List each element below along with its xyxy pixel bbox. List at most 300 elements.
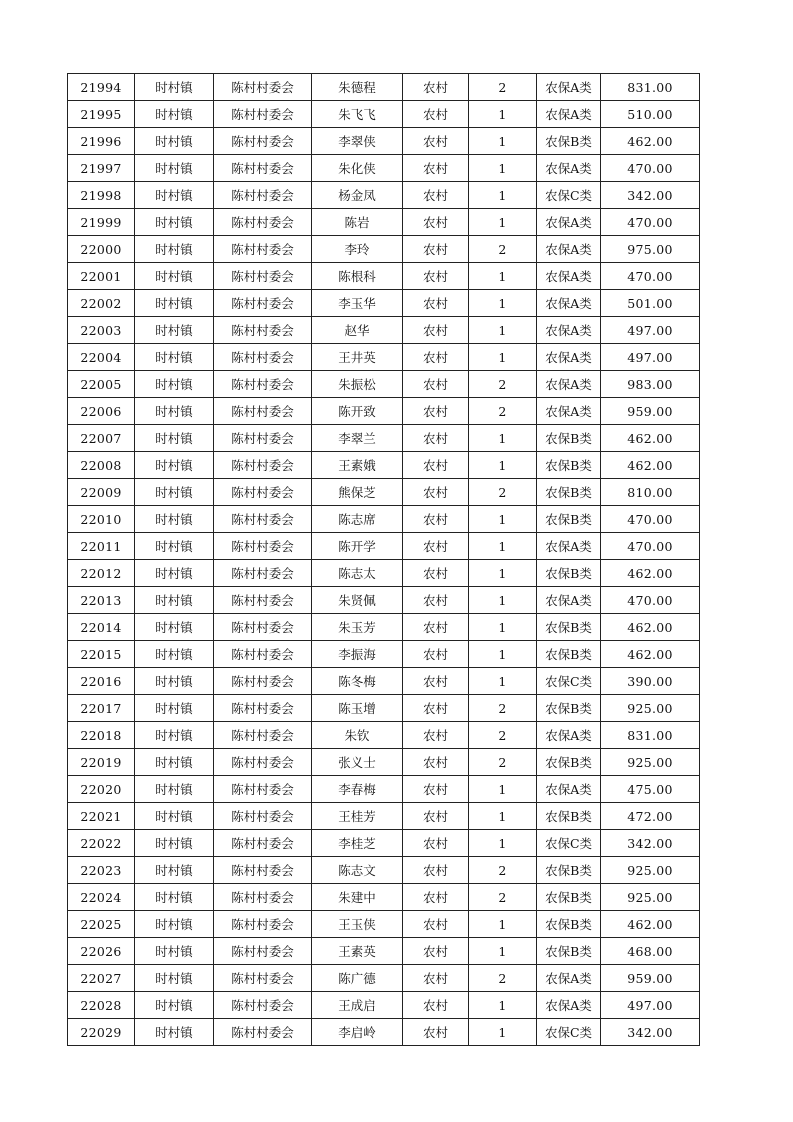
amount-cell: 470.00 <box>601 209 700 236</box>
village-committee-cell: 陈村村委会 <box>214 425 312 452</box>
town-cell: 时村镇 <box>135 857 214 884</box>
insurance-class-cell: 农保B类 <box>537 911 601 938</box>
table-row <box>68 209 700 236</box>
name-cell: 陈志席 <box>312 506 403 533</box>
household-count-cell: 2 <box>469 371 537 398</box>
residence-type-cell: 农村 <box>403 425 469 452</box>
amount-cell: 342.00 <box>601 1019 700 1046</box>
household-count-cell: 1 <box>469 425 537 452</box>
village-committee-cell: 陈村村委会 <box>214 992 312 1019</box>
amount-cell: 462.00 <box>601 911 700 938</box>
village-committee-cell: 陈村村委会 <box>214 452 312 479</box>
town-cell: 时村镇 <box>135 398 214 425</box>
residence-type-cell: 农村 <box>403 344 469 371</box>
village-committee-cell: 陈村村委会 <box>214 506 312 533</box>
insurance-class-cell: 农保A类 <box>537 965 601 992</box>
village-committee-cell: 陈村村委会 <box>214 641 312 668</box>
record-id-cell: 22018 <box>68 722 135 749</box>
name-cell: 陈开学 <box>312 533 403 560</box>
insurance-class-cell: 农保B类 <box>537 749 601 776</box>
record-id-cell: 22027 <box>68 965 135 992</box>
record-id-cell: 22019 <box>68 749 135 776</box>
household-count-cell: 1 <box>469 587 537 614</box>
town-cell: 时村镇 <box>135 209 214 236</box>
town-cell: 时村镇 <box>135 695 214 722</box>
residence-type-cell: 农村 <box>403 992 469 1019</box>
insurance-class-cell: 农保C类 <box>537 668 601 695</box>
record-id-cell: 22003 <box>68 317 135 344</box>
household-count-cell: 2 <box>469 884 537 911</box>
town-cell: 时村镇 <box>135 533 214 560</box>
record-id-cell: 21994 <box>68 74 135 101</box>
amount-cell: 983.00 <box>601 371 700 398</box>
village-committee-cell: 陈村村委会 <box>214 857 312 884</box>
table-row <box>68 101 700 128</box>
residence-type-cell: 农村 <box>403 830 469 857</box>
table-row <box>68 452 700 479</box>
residence-type-cell: 农村 <box>403 398 469 425</box>
insurance-class-cell: 农保B类 <box>537 641 601 668</box>
record-id-cell: 22022 <box>68 830 135 857</box>
table-row <box>68 722 700 749</box>
household-count-cell: 1 <box>469 776 537 803</box>
name-cell: 李玲 <box>312 236 403 263</box>
household-count-cell: 1 <box>469 938 537 965</box>
name-cell: 杨金凤 <box>312 182 403 209</box>
amount-cell: 497.00 <box>601 992 700 1019</box>
town-cell: 时村镇 <box>135 317 214 344</box>
residence-type-cell: 农村 <box>403 614 469 641</box>
town-cell: 时村镇 <box>135 344 214 371</box>
table-row <box>68 695 700 722</box>
name-cell: 朱贤佩 <box>312 587 403 614</box>
residence-type-cell: 农村 <box>403 479 469 506</box>
record-id-cell: 22000 <box>68 236 135 263</box>
town-cell: 时村镇 <box>135 506 214 533</box>
village-committee-cell: 陈村村委会 <box>214 533 312 560</box>
village-committee-cell: 陈村村委会 <box>214 560 312 587</box>
town-cell: 时村镇 <box>135 263 214 290</box>
table-row <box>68 263 700 290</box>
name-cell: 王素娥 <box>312 452 403 479</box>
table-body <box>68 74 700 1046</box>
amount-cell: 342.00 <box>601 182 700 209</box>
residence-type-cell: 农村 <box>403 587 469 614</box>
town-cell: 时村镇 <box>135 722 214 749</box>
record-id-cell: 22011 <box>68 533 135 560</box>
village-committee-cell: 陈村村委会 <box>214 236 312 263</box>
village-committee-cell: 陈村村委会 <box>214 614 312 641</box>
household-count-cell: 1 <box>469 533 537 560</box>
table-row <box>68 776 700 803</box>
village-committee-cell: 陈村村委会 <box>214 722 312 749</box>
name-cell: 王桂芳 <box>312 803 403 830</box>
insurance-class-cell: 农保B类 <box>537 857 601 884</box>
household-count-cell: 1 <box>469 128 537 155</box>
town-cell: 时村镇 <box>135 911 214 938</box>
amount-cell: 462.00 <box>601 560 700 587</box>
name-cell: 王素英 <box>312 938 403 965</box>
amount-cell: 925.00 <box>601 749 700 776</box>
household-count-cell: 2 <box>469 722 537 749</box>
name-cell: 李翠侠 <box>312 128 403 155</box>
name-cell: 陈冬梅 <box>312 668 403 695</box>
residence-type-cell: 农村 <box>403 128 469 155</box>
name-cell: 朱钦 <box>312 722 403 749</box>
table-row <box>68 830 700 857</box>
insurance-class-cell: 农保A类 <box>537 533 601 560</box>
amount-cell: 470.00 <box>601 155 700 182</box>
amount-cell: 462.00 <box>601 452 700 479</box>
insurance-class-cell: 农保C类 <box>537 1019 601 1046</box>
household-count-cell: 1 <box>469 317 537 344</box>
residence-type-cell: 农村 <box>403 884 469 911</box>
record-id-cell: 22015 <box>68 641 135 668</box>
residence-type-cell: 农村 <box>403 641 469 668</box>
insurance-class-cell: 农保B类 <box>537 695 601 722</box>
table-row <box>68 614 700 641</box>
record-id-cell: 22012 <box>68 560 135 587</box>
amount-cell: 470.00 <box>601 587 700 614</box>
household-count-cell: 2 <box>469 398 537 425</box>
table-row <box>68 884 700 911</box>
town-cell: 时村镇 <box>135 101 214 128</box>
amount-cell: 831.00 <box>601 722 700 749</box>
village-committee-cell: 陈村村委会 <box>214 209 312 236</box>
amount-cell: 959.00 <box>601 398 700 425</box>
amount-cell: 470.00 <box>601 506 700 533</box>
insurance-class-cell: 农保B类 <box>537 452 601 479</box>
amount-cell: 810.00 <box>601 479 700 506</box>
record-id-cell: 22024 <box>68 884 135 911</box>
town-cell: 时村镇 <box>135 884 214 911</box>
name-cell: 陈玉增 <box>312 695 403 722</box>
table-row <box>68 344 700 371</box>
town-cell: 时村镇 <box>135 803 214 830</box>
village-committee-cell: 陈村村委会 <box>214 1019 312 1046</box>
name-cell: 陈岩 <box>312 209 403 236</box>
residence-type-cell: 农村 <box>403 911 469 938</box>
village-committee-cell: 陈村村委会 <box>214 965 312 992</box>
village-committee-cell: 陈村村委会 <box>214 668 312 695</box>
town-cell: 时村镇 <box>135 128 214 155</box>
amount-cell: 472.00 <box>601 803 700 830</box>
name-cell: 王井英 <box>312 344 403 371</box>
record-id-cell: 22010 <box>68 506 135 533</box>
town-cell: 时村镇 <box>135 236 214 263</box>
insurance-class-cell: 农保A类 <box>537 587 601 614</box>
amount-cell: 510.00 <box>601 101 700 128</box>
record-id-cell: 21997 <box>68 155 135 182</box>
table-row <box>68 992 700 1019</box>
residence-type-cell: 农村 <box>403 1019 469 1046</box>
town-cell: 时村镇 <box>135 749 214 776</box>
amount-cell: 501.00 <box>601 290 700 317</box>
name-cell: 陈广德 <box>312 965 403 992</box>
village-committee-cell: 陈村村委会 <box>214 749 312 776</box>
village-committee-cell: 陈村村委会 <box>214 182 312 209</box>
insurance-class-cell: 农保A类 <box>537 371 601 398</box>
insurance-class-cell: 农保A类 <box>537 209 601 236</box>
record-id-cell: 22006 <box>68 398 135 425</box>
table-row <box>68 560 700 587</box>
table-row <box>68 236 700 263</box>
household-count-cell: 1 <box>469 911 537 938</box>
name-cell: 王玉侠 <box>312 911 403 938</box>
household-count-cell: 1 <box>469 155 537 182</box>
insurance-class-cell: 农保A类 <box>537 101 601 128</box>
name-cell: 陈志太 <box>312 560 403 587</box>
record-id-cell: 22026 <box>68 938 135 965</box>
insurance-class-cell: 农保A类 <box>537 263 601 290</box>
name-cell: 李玉华 <box>312 290 403 317</box>
town-cell: 时村镇 <box>135 290 214 317</box>
town-cell: 时村镇 <box>135 614 214 641</box>
table-row <box>68 1019 700 1046</box>
town-cell: 时村镇 <box>135 641 214 668</box>
table-row <box>68 533 700 560</box>
name-cell: 朱德程 <box>312 74 403 101</box>
record-id-cell: 22028 <box>68 992 135 1019</box>
amount-cell: 975.00 <box>601 236 700 263</box>
village-committee-cell: 陈村村委会 <box>214 803 312 830</box>
amount-cell: 925.00 <box>601 884 700 911</box>
town-cell: 时村镇 <box>135 479 214 506</box>
household-count-cell: 1 <box>469 803 537 830</box>
record-id-cell: 22014 <box>68 614 135 641</box>
town-cell: 时村镇 <box>135 965 214 992</box>
name-cell: 陈开致 <box>312 398 403 425</box>
village-committee-cell: 陈村村委会 <box>214 155 312 182</box>
village-committee-cell: 陈村村委会 <box>214 830 312 857</box>
residence-type-cell: 农村 <box>403 506 469 533</box>
table-row <box>68 857 700 884</box>
residence-type-cell: 农村 <box>403 155 469 182</box>
town-cell: 时村镇 <box>135 371 214 398</box>
town-cell: 时村镇 <box>135 155 214 182</box>
residence-type-cell: 农村 <box>403 74 469 101</box>
residence-type-cell: 农村 <box>403 371 469 398</box>
name-cell: 朱化侠 <box>312 155 403 182</box>
amount-cell: 925.00 <box>601 857 700 884</box>
village-committee-cell: 陈村村委会 <box>214 587 312 614</box>
household-count-cell: 1 <box>469 290 537 317</box>
name-cell: 李翠兰 <box>312 425 403 452</box>
table-row <box>68 965 700 992</box>
household-count-cell: 1 <box>469 263 537 290</box>
village-committee-cell: 陈村村委会 <box>214 101 312 128</box>
table-row <box>68 479 700 506</box>
town-cell: 时村镇 <box>135 74 214 101</box>
amount-cell: 462.00 <box>601 128 700 155</box>
name-cell: 朱建中 <box>312 884 403 911</box>
name-cell: 陈根科 <box>312 263 403 290</box>
amount-cell: 497.00 <box>601 344 700 371</box>
table-row <box>68 641 700 668</box>
residence-type-cell: 农村 <box>403 290 469 317</box>
household-count-cell: 2 <box>469 695 537 722</box>
amount-cell: 462.00 <box>601 641 700 668</box>
table-row <box>68 587 700 614</box>
village-committee-cell: 陈村村委会 <box>214 128 312 155</box>
household-count-cell: 1 <box>469 452 537 479</box>
household-count-cell: 1 <box>469 992 537 1019</box>
insurance-class-cell: 农保A类 <box>537 722 601 749</box>
amount-cell: 462.00 <box>601 425 700 452</box>
table-row <box>68 371 700 398</box>
residence-type-cell: 农村 <box>403 263 469 290</box>
table-row <box>68 290 700 317</box>
insurance-class-cell: 农保A类 <box>537 398 601 425</box>
table-row <box>68 803 700 830</box>
insurance-class-cell: 农保B类 <box>537 803 601 830</box>
household-count-cell: 1 <box>469 1019 537 1046</box>
table-row <box>68 74 700 101</box>
village-committee-cell: 陈村村委会 <box>214 938 312 965</box>
record-id-cell: 22009 <box>68 479 135 506</box>
record-id-cell: 22023 <box>68 857 135 884</box>
insurance-class-cell: 农保B类 <box>537 506 601 533</box>
town-cell: 时村镇 <box>135 587 214 614</box>
town-cell: 时村镇 <box>135 560 214 587</box>
name-cell: 李启岭 <box>312 1019 403 1046</box>
residence-type-cell: 农村 <box>403 452 469 479</box>
insurance-class-cell: 农保B类 <box>537 938 601 965</box>
residence-type-cell: 农村 <box>403 533 469 560</box>
table-row <box>68 155 700 182</box>
village-committee-cell: 陈村村委会 <box>214 290 312 317</box>
record-id-cell: 22016 <box>68 668 135 695</box>
name-cell: 朱飞飞 <box>312 101 403 128</box>
amount-cell: 959.00 <box>601 965 700 992</box>
village-committee-cell: 陈村村委会 <box>214 479 312 506</box>
record-id-cell: 22004 <box>68 344 135 371</box>
residence-type-cell: 农村 <box>403 182 469 209</box>
record-id-cell: 22013 <box>68 587 135 614</box>
household-count-cell: 1 <box>469 506 537 533</box>
household-count-cell: 1 <box>469 344 537 371</box>
household-count-cell: 2 <box>469 236 537 263</box>
name-cell: 李春梅 <box>312 776 403 803</box>
village-committee-cell: 陈村村委会 <box>214 344 312 371</box>
household-count-cell: 2 <box>469 74 537 101</box>
insurance-class-cell: 农保A类 <box>537 317 601 344</box>
village-committee-cell: 陈村村委会 <box>214 884 312 911</box>
insurance-class-cell: 农保C类 <box>537 830 601 857</box>
household-count-cell: 1 <box>469 209 537 236</box>
insurance-class-cell: 农保A类 <box>537 344 601 371</box>
insurance-class-cell: 农保A类 <box>537 992 601 1019</box>
residence-type-cell: 农村 <box>403 695 469 722</box>
residence-type-cell: 农村 <box>403 209 469 236</box>
residence-type-cell: 农村 <box>403 560 469 587</box>
town-cell: 时村镇 <box>135 992 214 1019</box>
household-count-cell: 1 <box>469 614 537 641</box>
town-cell: 时村镇 <box>135 776 214 803</box>
household-count-cell: 2 <box>469 857 537 884</box>
insurance-class-cell: 农保B类 <box>537 128 601 155</box>
amount-cell: 342.00 <box>601 830 700 857</box>
amount-cell: 470.00 <box>601 533 700 560</box>
amount-cell: 468.00 <box>601 938 700 965</box>
household-count-cell: 1 <box>469 182 537 209</box>
amount-cell: 497.00 <box>601 317 700 344</box>
insurance-class-cell: 农保B类 <box>537 425 601 452</box>
household-count-cell: 1 <box>469 641 537 668</box>
name-cell: 王成启 <box>312 992 403 1019</box>
record-id-cell: 21996 <box>68 128 135 155</box>
household-count-cell: 1 <box>469 560 537 587</box>
village-committee-cell: 陈村村委会 <box>214 695 312 722</box>
table-row <box>68 128 700 155</box>
insurance-class-cell: 农保B类 <box>537 479 601 506</box>
name-cell: 朱振松 <box>312 371 403 398</box>
record-id-cell: 22001 <box>68 263 135 290</box>
table-row <box>68 425 700 452</box>
household-count-cell: 1 <box>469 668 537 695</box>
amount-cell: 925.00 <box>601 695 700 722</box>
household-count-cell: 1 <box>469 830 537 857</box>
village-committee-cell: 陈村村委会 <box>214 776 312 803</box>
residence-type-cell: 农村 <box>403 317 469 344</box>
village-committee-cell: 陈村村委会 <box>214 263 312 290</box>
insurance-class-cell: 农保A类 <box>537 236 601 263</box>
residence-type-cell: 农村 <box>403 101 469 128</box>
insurance-class-cell: 农保A类 <box>537 776 601 803</box>
town-cell: 时村镇 <box>135 938 214 965</box>
village-committee-cell: 陈村村委会 <box>214 911 312 938</box>
household-count-cell: 1 <box>469 101 537 128</box>
record-id-cell: 22025 <box>68 911 135 938</box>
residence-type-cell: 农村 <box>403 749 469 776</box>
name-cell: 李桂芝 <box>312 830 403 857</box>
table-row <box>68 506 700 533</box>
village-committee-cell: 陈村村委会 <box>214 317 312 344</box>
record-id-cell: 22002 <box>68 290 135 317</box>
record-id-cell: 22008 <box>68 452 135 479</box>
name-cell: 陈志文 <box>312 857 403 884</box>
village-committee-cell: 陈村村委会 <box>214 398 312 425</box>
town-cell: 时村镇 <box>135 425 214 452</box>
table-row <box>68 317 700 344</box>
name-cell: 李振海 <box>312 641 403 668</box>
amount-cell: 462.00 <box>601 614 700 641</box>
record-id-cell: 21998 <box>68 182 135 209</box>
amount-cell: 390.00 <box>601 668 700 695</box>
household-count-cell: 2 <box>469 479 537 506</box>
insurance-class-cell: 农保A类 <box>537 155 601 182</box>
residence-type-cell: 农村 <box>403 236 469 263</box>
residence-type-cell: 农村 <box>403 965 469 992</box>
amount-cell: 475.00 <box>601 776 700 803</box>
record-id-cell: 22021 <box>68 803 135 830</box>
record-id-cell: 22017 <box>68 695 135 722</box>
table-row <box>68 911 700 938</box>
name-cell: 赵华 <box>312 317 403 344</box>
record-id-cell: 21999 <box>68 209 135 236</box>
residence-type-cell: 农村 <box>403 938 469 965</box>
insurance-class-cell: 农保B类 <box>537 560 601 587</box>
table-row <box>68 398 700 425</box>
name-cell: 张义士 <box>312 749 403 776</box>
town-cell: 时村镇 <box>135 668 214 695</box>
residence-type-cell: 农村 <box>403 776 469 803</box>
insurance-class-cell: 农保B类 <box>537 884 601 911</box>
record-id-cell: 22020 <box>68 776 135 803</box>
name-cell: 熊保芝 <box>312 479 403 506</box>
household-count-cell: 2 <box>469 749 537 776</box>
table-row <box>68 749 700 776</box>
